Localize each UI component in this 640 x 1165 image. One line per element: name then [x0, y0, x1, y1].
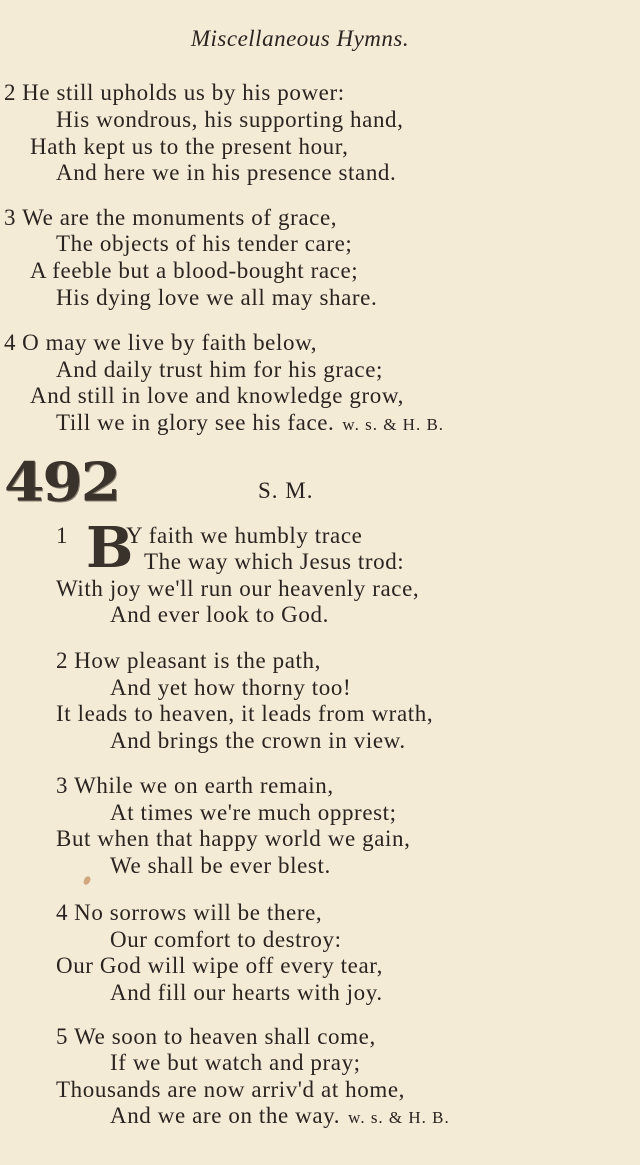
- stanza-number: 5: [56, 1024, 69, 1049]
- stanza-line: Our comfort to destroy:: [110, 927, 342, 952]
- stanza-line: And yet how thorny too!: [110, 675, 352, 700]
- hymn-number: 492: [4, 450, 120, 514]
- stanza-line: His dying love we all may share.: [56, 285, 378, 310]
- drop-cap: B: [86, 515, 134, 581]
- stanza-line: And brings the crown in view.: [110, 728, 406, 753]
- stanza-line: Y faith we humbly trace: [126, 523, 363, 548]
- stanza-line: We shall be ever blest.: [110, 853, 331, 878]
- stanza-line: 2 He still upholds us by his power:: [4, 80, 345, 105]
- stanza-line: If we but watch and pray;: [110, 1050, 361, 1075]
- stanza-line: And here we in his presence stand.: [56, 160, 397, 185]
- stanza-line: 3 We are the monuments of grace,: [4, 205, 338, 230]
- stanza-line: And we are on the way. w. s. & H. B.: [110, 1103, 450, 1128]
- author-attribution: w. s. & H. B.: [348, 1108, 450, 1127]
- stanza-line: 4 O may we live by faith below,: [4, 330, 318, 355]
- author-attribution: w. s. & H. B.: [342, 415, 445, 434]
- stanza-line: 5 We soon to heaven shall come,: [56, 1024, 376, 1049]
- stanza-line: With joy we'll run our heavenly race,: [56, 576, 420, 601]
- stanza-line: His wondrous, his supporting hand,: [56, 107, 404, 132]
- stanza-number: 3: [56, 773, 69, 798]
- stanza-line: Our God will wipe off every tear,: [56, 953, 383, 978]
- paper-stain: [82, 875, 92, 886]
- stanza-number: 2: [4, 80, 17, 105]
- stanza-number: 1: [56, 523, 69, 548]
- stanza-line: 3 While we on earth remain,: [56, 773, 334, 798]
- stanza-line: But when that happy world we gain,: [56, 826, 411, 851]
- stanza-line: 2 How pleasant is the path,: [56, 648, 321, 673]
- page-header: Miscellaneous Hymns.: [190, 26, 410, 51]
- stanza-line: A feeble but a blood-bought race;: [30, 258, 359, 283]
- stanza-number: 3: [4, 205, 17, 230]
- stanza-line: It leads to heaven, it leads from wrath,: [56, 701, 434, 726]
- stanza-line: The way which Jesus trod:: [144, 549, 405, 574]
- stanza-number: 4: [4, 330, 17, 355]
- stanza-line: And fill our hearts with joy.: [110, 980, 383, 1005]
- stanza-number: 4: [56, 900, 69, 925]
- stanza-number: 2: [56, 648, 69, 673]
- stanza-line: Hath kept us to the present hour,: [30, 134, 349, 159]
- stanza-line: And still in love and knowledge grow,: [30, 383, 404, 408]
- stanza-line: At times we're much opprest;: [110, 800, 397, 825]
- stanza-line: Till we in glory see his face. w. s. & H. B.: [56, 410, 445, 435]
- stanza-line: And daily trust him for his grace;: [56, 357, 384, 382]
- stanza-line: 4 No sorrows will be there,: [56, 900, 323, 925]
- stanza-line: The objects of his tender care;: [56, 231, 353, 256]
- stanza-line: And ever look to God.: [110, 602, 329, 627]
- stanza-line: Thousands are now arriv'd at home,: [56, 1077, 406, 1102]
- hymn-meter: S. M.: [258, 478, 314, 503]
